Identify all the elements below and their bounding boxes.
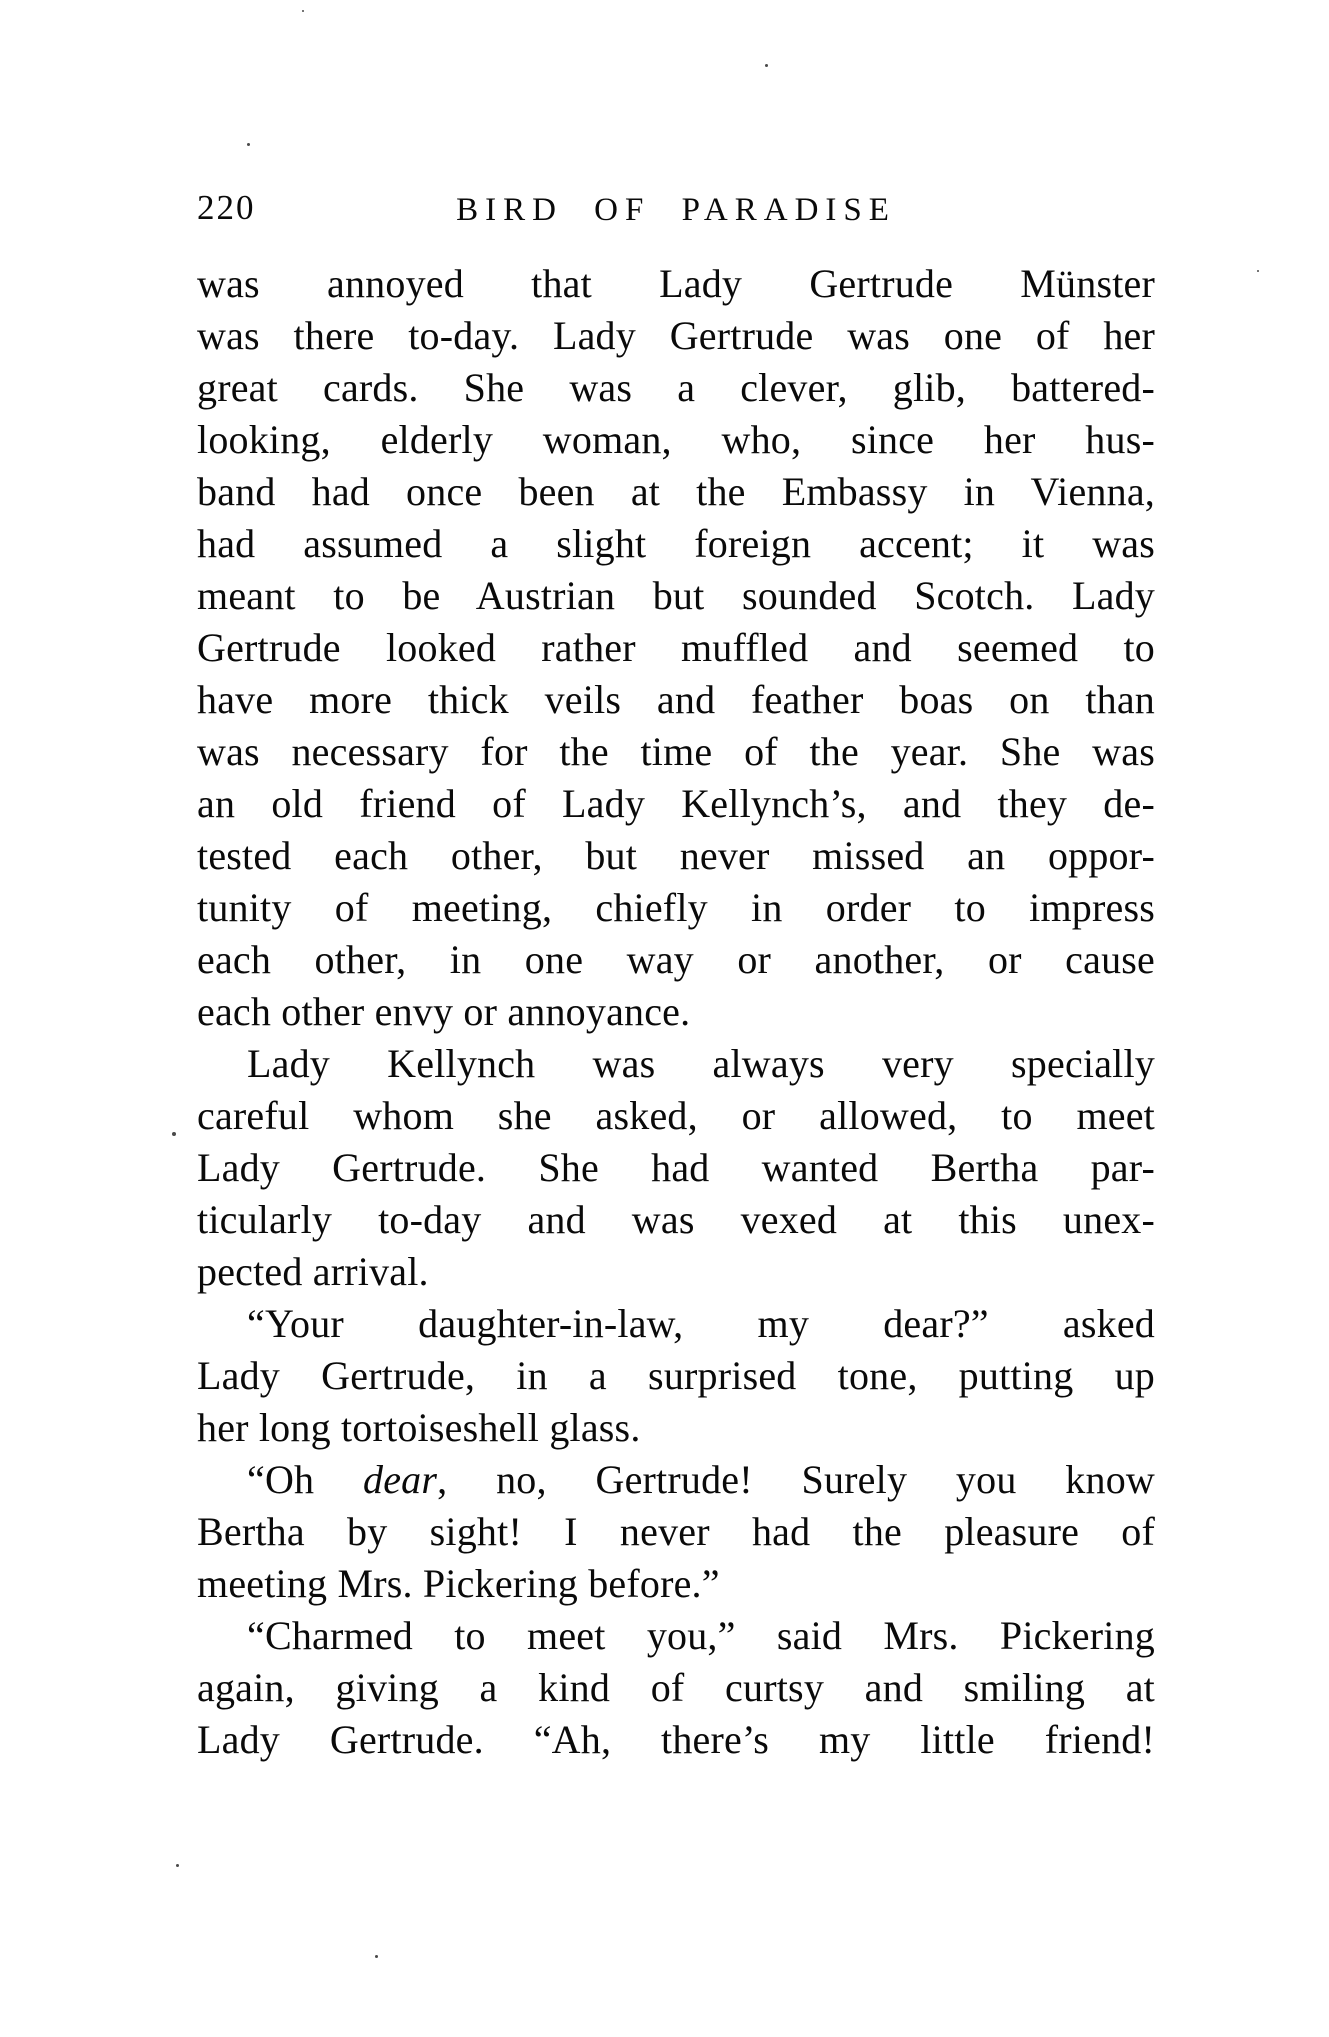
- running-header: [197, 190, 1155, 230]
- text-line: each other envy or annoyance.: [197, 989, 691, 1034]
- paragraph: [197, 1298, 1155, 1454]
- scan-speck: [302, 10, 304, 12]
- text-line: have more thick veils and feather boas on than: [197, 677, 1155, 722]
- text-line: pected arrival.: [197, 1249, 429, 1294]
- paragraph: [197, 1454, 1155, 1610]
- text-line: tested each other, but never missed an oppor-: [197, 833, 1155, 878]
- text-line: “Oh dear, no, Gertrude! Surely you know: [247, 1457, 1155, 1502]
- text-line: Lady Kellynch was always very specially: [247, 1041, 1155, 1086]
- text-line: meant to be Austrian but sounded Scotch. Lady: [197, 573, 1155, 618]
- text-line: was there to-day. Lady Gertrude was one of her: [197, 313, 1155, 358]
- text-line: “Charmed to meet you,” said Mrs. Pickering: [247, 1613, 1155, 1658]
- text-line: each other, in one way or another, or cause: [197, 937, 1155, 982]
- text-line: Lady Gertrude, in a surprised tone, putting up: [197, 1353, 1155, 1398]
- page-title: BIRD OF PARADISE: [456, 192, 896, 228]
- text-line: ticularly to-day and was vexed at this unex-: [197, 1197, 1155, 1242]
- scan-speck: [176, 1864, 179, 1867]
- text-line: band had once been at the Embassy in Vienna,: [197, 469, 1155, 514]
- text-line: tunity of meeting, chiefly in order to impress: [197, 885, 1155, 930]
- page-number: 220: [197, 188, 256, 227]
- text-body: [197, 258, 1155, 1766]
- paragraph: [197, 1610, 1155, 1766]
- text-line: Bertha by sight! I never had the pleasure of: [197, 1509, 1155, 1554]
- text-line: “Your daughter-in-law, my dear?” asked: [247, 1301, 1155, 1346]
- text-line: Lady Gertrude. “Ah, there’s my little friend!: [197, 1717, 1155, 1762]
- paragraph: [197, 258, 1155, 1038]
- text-line: careful whom she asked, or allowed, to meet: [197, 1093, 1155, 1138]
- text-line: her long tortoiseshell glass.: [197, 1405, 641, 1450]
- scan-speck: [172, 1132, 176, 1136]
- scan-speck: [247, 143, 250, 146]
- paragraph: [197, 1038, 1155, 1298]
- text-line: had assumed a slight foreign accent; it was: [197, 521, 1155, 566]
- text-line: Gertrude looked rather muffled and seemed to: [197, 625, 1155, 670]
- scan-speck: [1257, 270, 1259, 272]
- text-line: Lady Gertrude. She had wanted Bertha par-: [197, 1145, 1155, 1190]
- text-line: looking, elderly woman, who, since her hus-: [197, 417, 1155, 462]
- scan-speck: [765, 64, 768, 67]
- scan-speck: [375, 1955, 378, 1958]
- text-line: was annoyed that Lady Gertrude Münster: [197, 261, 1155, 306]
- text-line: again, giving a kind of curtsy and smiling at: [197, 1665, 1155, 1710]
- text-line: was necessary for the time of the year. She was: [197, 729, 1155, 774]
- text-line: an old friend of Lady Kellynch’s, and they de-: [197, 781, 1155, 826]
- text-line: meeting Mrs. Pickering before.”: [197, 1561, 720, 1606]
- text-line: great cards. She was a clever, glib, battered-: [197, 365, 1155, 410]
